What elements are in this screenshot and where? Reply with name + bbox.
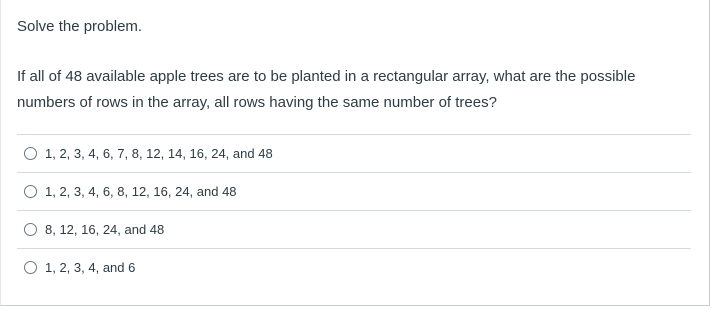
answer-option-1[interactable] bbox=[17, 134, 691, 172]
instruction-text: Solve the problem. bbox=[17, 18, 143, 35]
answer-option-2[interactable] bbox=[17, 172, 691, 210]
answer-label: 8, 12, 16, 24, and 48 bbox=[45, 221, 165, 237]
answer-label: 1, 2, 3, 4, 6, 7, 8, 12, 14, 16, 24, and 48 bbox=[45, 145, 273, 161]
radio-button-icon[interactable] bbox=[24, 223, 37, 236]
answer-list bbox=[17, 134, 691, 286]
radio-button-icon[interactable] bbox=[24, 147, 37, 160]
radio-button-icon[interactable] bbox=[24, 261, 37, 274]
question-text: If all of 48 available apple trees are to be planted in a rectangular array, what are the possible numbers of rows in the array, all rows having the same number of trees? bbox=[17, 68, 636, 111]
radio-button-icon[interactable] bbox=[24, 185, 37, 198]
answer-option-3[interactable] bbox=[17, 210, 691, 248]
answer-option-4[interactable] bbox=[17, 248, 691, 286]
answer-label: 1, 2, 3, 4, 6, 8, 12, 16, 24, and 48 bbox=[45, 183, 237, 199]
answer-label: 1, 2, 3, 4, and 6 bbox=[45, 259, 136, 275]
